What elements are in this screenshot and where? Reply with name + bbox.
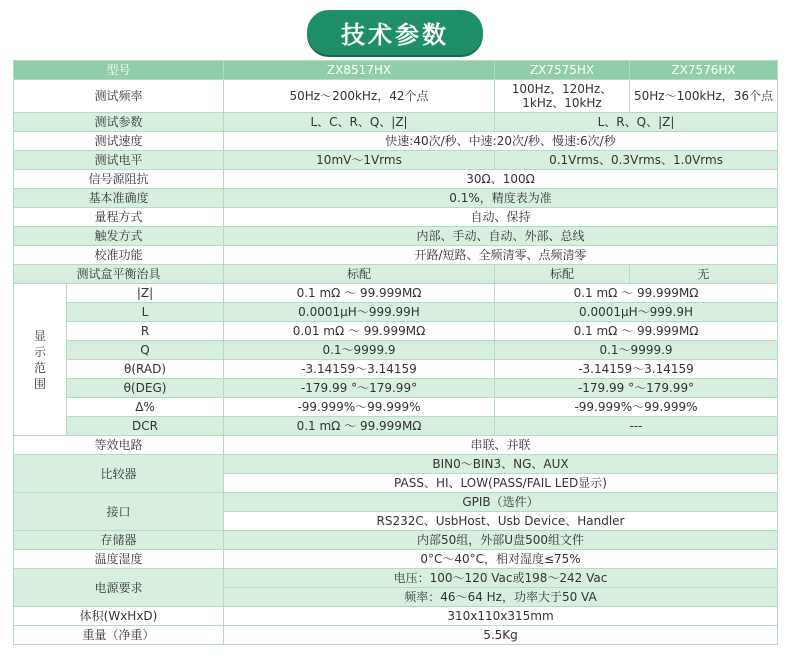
storage-value: 内部50组，外部U盘500组文件 <box>224 531 778 550</box>
freq-m3: 50Hz～100kHz，36个点 <box>630 80 778 113</box>
params-label: 测试参数 <box>14 113 224 132</box>
range-mode-row <box>14 208 778 227</box>
speed-row <box>14 132 778 151</box>
circuit-row <box>14 436 778 455</box>
freq-m1: 50Hz～200kHz，42个点 <box>224 80 495 113</box>
accuracy-label: 基本准确度 <box>14 189 224 208</box>
display-m23: 0.1 mΩ ～ 99.999MΩ <box>495 284 778 303</box>
display-m1: 0.1 mΩ ～ 99.999MΩ <box>224 417 495 436</box>
display-m1: 0.1～9999.9 <box>224 341 495 360</box>
trigger-label: 触发方式 <box>14 227 224 246</box>
display-param-name: θ(DEG) <box>67 379 224 398</box>
display-row <box>14 417 778 436</box>
speed-label: 测试速度 <box>14 132 224 151</box>
display-m23: -179.99 °～179.99° <box>495 379 778 398</box>
page-title: 技术参数 <box>307 10 483 55</box>
interface-row <box>14 493 778 512</box>
display-param-name: Δ% <box>67 398 224 417</box>
model-zx7576hx: ZX7576HX <box>630 61 778 80</box>
temp-row <box>14 550 778 569</box>
speed-value: 快速:40次/秒、中速:20次/秒、慢速:6次/秒 <box>224 132 778 151</box>
params-m23: L、R、Q、|Z| <box>495 113 778 132</box>
title-wrap <box>0 10 790 55</box>
accuracy-row <box>14 189 778 208</box>
range-mode-value: 自动、保持 <box>224 208 778 227</box>
display-param-name: R <box>67 322 224 341</box>
level-m23: 0.1Vrms、0.3Vrms、1.0Vrms <box>495 151 778 170</box>
display-label-char: 范 <box>33 360 46 375</box>
display-m23: 0.0001μH～999.9H <box>495 303 778 322</box>
display-label-char: 显 <box>33 328 46 343</box>
fixture-m2: 标配 <box>495 265 630 284</box>
display-m1: -3.14159～3.14159 <box>224 360 495 379</box>
temp-label: 温度湿度 <box>14 550 224 569</box>
level-m1: 10mV～1Vrms <box>224 151 495 170</box>
display-row <box>14 398 778 417</box>
power-line2: 频率：46～64 Hz，功率大于50 VA <box>224 588 778 607</box>
display-row <box>14 379 778 398</box>
circuit-value: 串联、并联 <box>224 436 778 455</box>
display-param-name: θ(RAD) <box>67 360 224 379</box>
fixture-row <box>14 265 778 284</box>
power-row <box>14 569 778 588</box>
display-row <box>14 284 778 303</box>
impedance-label: 信号源阻抗 <box>14 170 224 189</box>
comparator-row <box>14 455 778 474</box>
display-row <box>14 322 778 341</box>
calib-value: 开路/短路、全频清零、点频清零 <box>224 246 778 265</box>
display-param-name: Q <box>67 341 224 360</box>
display-label-char: 示 <box>33 344 46 359</box>
display-m1: -179.99 °～179.99° <box>224 379 495 398</box>
display-param-name: |Z| <box>67 284 224 303</box>
comparator-line1: BIN0～BIN3、NG、AUX <box>224 455 778 474</box>
interface-line1: GPIB（选件） <box>224 493 778 512</box>
volume-row <box>14 607 778 626</box>
display-m23: -3.14159～3.14159 <box>495 360 778 379</box>
display-m1: 0.0001μH～999.99H <box>224 303 495 322</box>
display-m1: 0.01 mΩ ～ 99.999MΩ <box>224 322 495 341</box>
fixture-label: 测试盒平衡治具 <box>14 265 224 284</box>
display-param-name: L <box>67 303 224 322</box>
weight-row <box>14 626 778 645</box>
spec-table <box>13 60 778 645</box>
display-range-label <box>14 284 67 436</box>
display-label-char: 围 <box>33 376 46 391</box>
display-m23: 0.1 mΩ ～ 99.999MΩ <box>495 322 778 341</box>
params-row <box>14 113 778 132</box>
weight-label: 重量（净重） <box>14 626 224 645</box>
display-row <box>14 360 778 379</box>
temp-value: 0°C～40°C，相对湿度≤75% <box>224 550 778 569</box>
display-m23: --- <box>495 417 778 436</box>
storage-row <box>14 531 778 550</box>
level-label: 测试电平 <box>14 151 224 170</box>
display-m23: 0.1～9999.9 <box>495 341 778 360</box>
calib-row <box>14 246 778 265</box>
display-m1: 0.1 mΩ ～ 99.999MΩ <box>224 284 495 303</box>
model-label: 型号 <box>14 61 224 80</box>
range-mode-label: 量程方式 <box>14 208 224 227</box>
calib-label: 校准功能 <box>14 246 224 265</box>
trigger-value: 内部、手动、自动、外部、总线 <box>224 227 778 246</box>
display-row <box>14 341 778 360</box>
freq-m2: 100Hz、120Hz、1kHz、10kHz <box>495 80 630 113</box>
power-label: 电源要求 <box>14 569 224 607</box>
comparator-line2: PASS、HI、LOW(PASS/FAIL LED显示) <box>224 474 778 493</box>
freq-label: 测试频率 <box>14 80 224 113</box>
header-row <box>14 61 778 80</box>
level-row <box>14 151 778 170</box>
fixture-m1: 标配 <box>224 265 495 284</box>
model-zx8517hx: ZX8517HX <box>224 61 495 80</box>
model-zx7575hx: ZX7575HX <box>495 61 630 80</box>
volume-label: 体积(WxHxD) <box>14 607 224 626</box>
circuit-label: 等效电路 <box>14 436 224 455</box>
weight-value: 5.5Kg <box>224 626 778 645</box>
freq-row <box>14 80 778 113</box>
display-row <box>14 303 778 322</box>
trigger-row <box>14 227 778 246</box>
display-m1: -99.999%～99.999% <box>224 398 495 417</box>
accuracy-value: 0.1%，精度表为准 <box>224 189 778 208</box>
display-param-name: DCR <box>67 417 224 436</box>
impedance-row <box>14 170 778 189</box>
interface-line2: RS232C、UsbHost、Usb Device、Handler <box>224 512 778 531</box>
params-m1: L、C、R、Q、|Z| <box>224 113 495 132</box>
comparator-label: 比较器 <box>14 455 224 493</box>
volume-value: 310x110x315mm <box>224 607 778 626</box>
impedance-value: 30Ω、100Ω <box>224 170 778 189</box>
storage-label: 存储器 <box>14 531 224 550</box>
power-line1: 电压：100～120 Vac或198～242 Vac <box>224 569 778 588</box>
interface-label: 接口 <box>14 493 224 531</box>
fixture-m3: 无 <box>630 265 778 284</box>
display-m23: -99.999%～99.999% <box>495 398 778 417</box>
